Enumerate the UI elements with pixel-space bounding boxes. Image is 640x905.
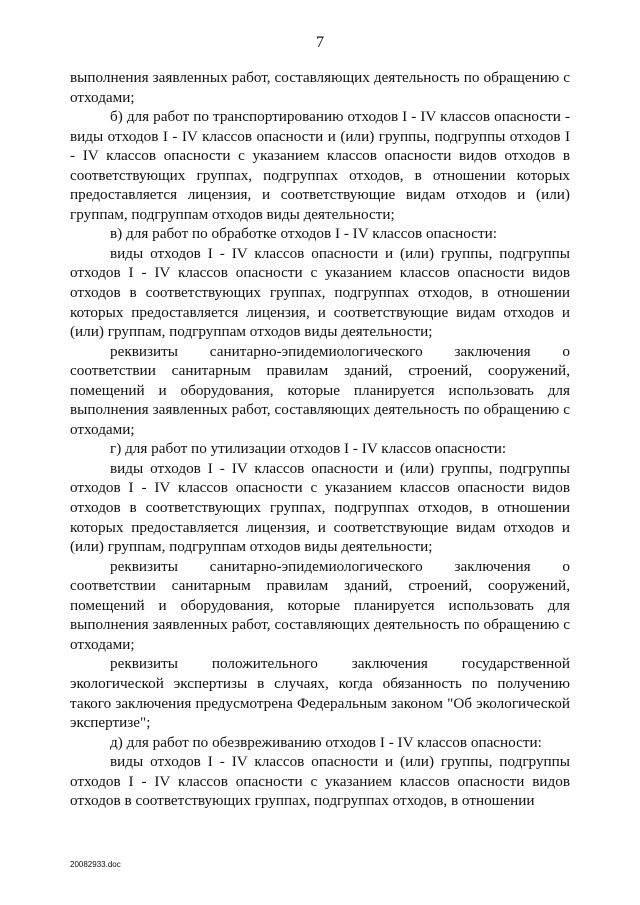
document-body: [70, 68, 570, 811]
paragraph-1: выполнения заявленных работ, составляющих деятельность по обращению с отходами;: [70, 69, 570, 106]
page-number: 7: [316, 34, 324, 51]
paragraph-7: виды отходов I - IV классов опасности и (или) группы, подгруппы отходов I - IV классов опасности с указанием классов опасности видов отходов в соответствующих группах, подгруппах отходов, в отношении которых предоставляется лицензия, и соответствующие видам отходов и (или) группам, подгруппам отходов виды деятельности;: [70, 459, 570, 556]
paragraph-6: г) для работ по утилизации отходов I - IV классов опасности:: [110, 440, 507, 458]
paragraph-9: реквизиты положительного заключения государственной экологической экспертизы в случаях, когда обязанность по получению такого заключения предусмотрена Федеральным законом "Об экологической экспертизе";: [70, 655, 570, 732]
paragraph-8: реквизиты санитарно-эпидемиологического заключения о соответствии санитарным правилам зданий, строений, сооружений, помещений и оборудования, которые планируется использовать для выполнения заявленных работ, составляющих деятельность по обращению с отходами;: [70, 557, 570, 653]
paragraph-11: виды отходов I - IV классов опасности и (или) группы, подгруппы отходов I - IV классов опасности с указанием классов опасности видов отходов в соответствующих группах, подгруппах отходов, в отношении: [70, 753, 570, 810]
paragraph-10: д) для работ по обезвреживанию отходов I - IV классов опасности:: [110, 733, 542, 751]
file-name-footer: 20082933.doc: [70, 860, 121, 869]
paragraph-5: реквизиты санитарно-эпидемиологического заключения о соответствии санитарным правилам зданий, строений, сооружений, помещений и оборудования, которые планируется использовать для выполнения заявленных работ, составляющих деятельность по обращению с отходами;: [70, 342, 570, 438]
paragraph-2: б) для работ по транспортированию отходов I - IV классов опасности - виды отходов I - IV классов опасности и (или) группы, подгруппы отходов I - IV классов опасности с указанием классов опасности видов отходов в соответствующих группах, подгруппах отходов, в отношении которых предоставляется лицензия, и соответствующие видам отходов и (или) группам, подгруппам отходов виды деятельности;: [70, 108, 570, 223]
paragraph-4: виды отходов I - IV классов опасности и (или) группы, подгруппы отходов I - IV классов опасности с указанием классов опасности видов отходов в соответствующих группах, подгруппах отходов, в отношении которых предоставляется лицензия, и соответствующие видам отходов и (или) группам, подгруппам отходов виды деятельности;: [70, 244, 570, 341]
paragraph-3: в) для работ по обработке отходов I - IV классов опасности:: [110, 225, 497, 243]
